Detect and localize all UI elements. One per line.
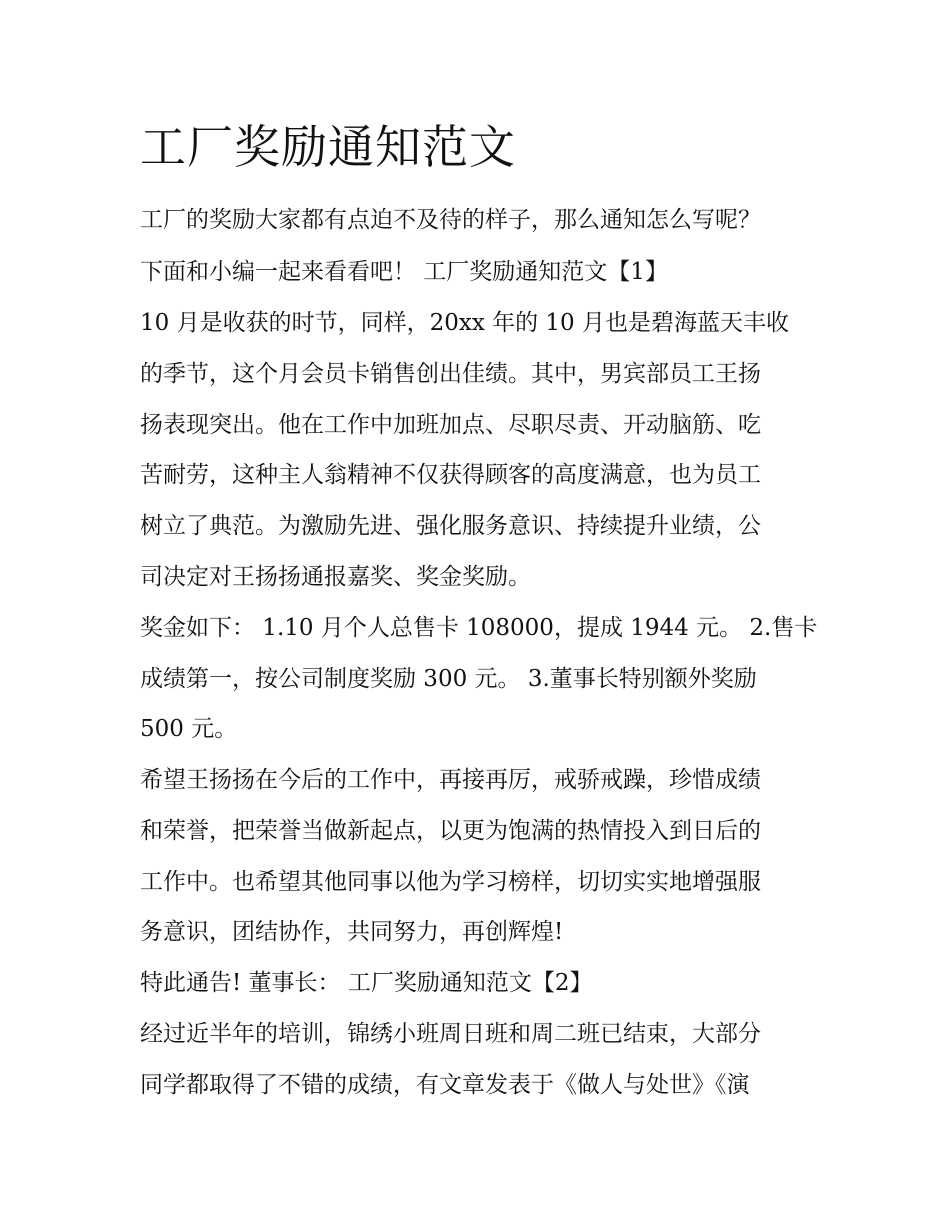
paragraph-line: 奖金如下： 1.10 月个人总售卡 108000，提成 1944 元。 2.售卡 <box>140 615 818 641</box>
paragraph-line: 下面和小编一起来看看吧！ 工厂奖励通知范文【1】 <box>140 259 668 285</box>
paragraph-line: 工作中。也希望其他同事以他为学习榜样，切切实实地增强服 <box>140 869 761 895</box>
paragraph-line: 特此通告! 董事长： 工厂奖励通知范文【2】 <box>140 970 593 996</box>
paragraph-line: 500 元。 <box>140 716 238 742</box>
paragraph-line: 务意识，团结协作，共同努力，再创辉煌! <box>140 919 564 945</box>
paragraph-line: 树立了典范。为激励先进、强化服务意识、持续提升业绩，公 <box>140 513 761 539</box>
document-title: 工厂奖励通知范文 <box>140 120 516 174</box>
paragraph-line: 的季节，这个月会员卡销售创出佳绩。其中，男宾部员工王扬 <box>140 361 761 387</box>
paragraph-line: 扬表现突出。他在工作中加班加点、尽职尽责、开动脑筋、吃 <box>140 412 761 438</box>
paragraph-line: 成绩第一，按公司制度奖励 300 元。 3.董事长特别额外奖励 <box>140 666 757 692</box>
paragraph-line: 司决定对王扬扬通报嘉奖、奖金奖励。 <box>140 564 531 590</box>
paragraph-line: 同学都取得了不错的成绩，有文章发表于《做人与处世》《演 <box>140 1072 750 1098</box>
paragraph-line: 希望王扬扬在今后的工作中，再接再厉，戒骄戒躁，珍惜成绩 <box>140 767 761 793</box>
paragraph-line: 苦耐劳，这种主人翁精神不仅获得顾客的高度满意，也为员工 <box>140 462 761 488</box>
paragraph-line: 经过近半年的培训，锦绣小班周日班和周二班已结束，大部分 <box>140 1021 761 1047</box>
paragraph-line: 工厂的奖励大家都有点迫不及待的样子，那么通知怎么写呢？ <box>140 207 761 233</box>
paragraph-line: 10 月是收获的时节，同样，20xx 年的 10 月也是碧海蓝天丰收 <box>140 310 789 336</box>
paragraph-line: 和荣誉，把荣誉当做新起点，以更为饱满的热情投入到日后的 <box>140 818 761 844</box>
